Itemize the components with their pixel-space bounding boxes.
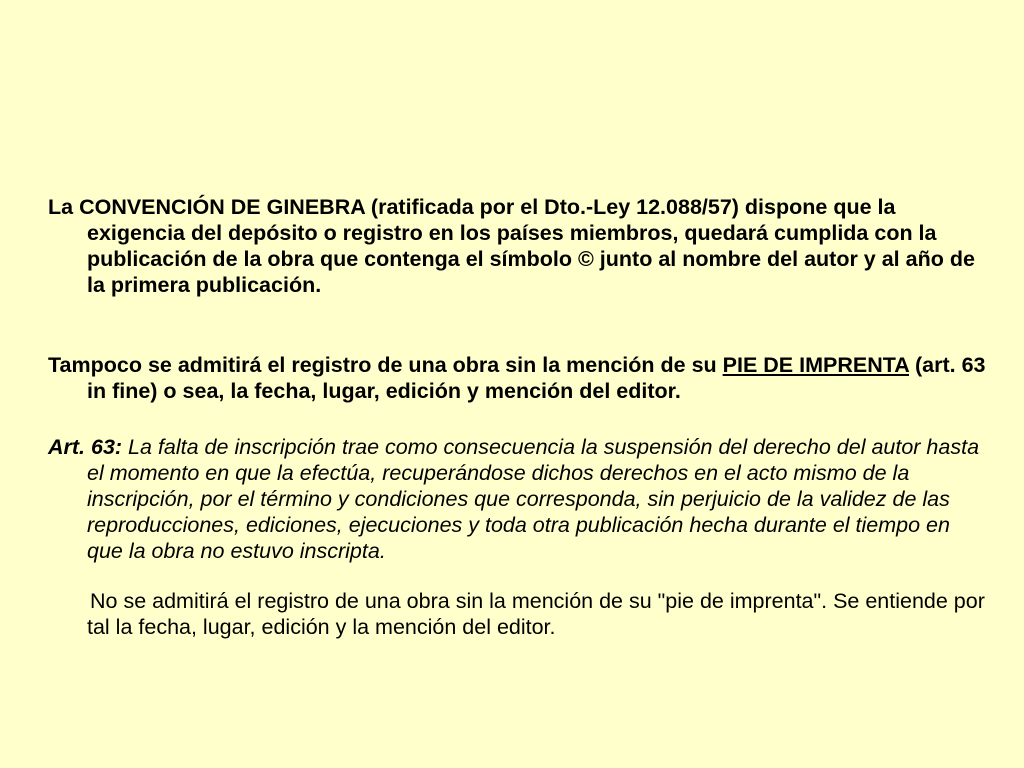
- paragraph-text-before: Tampoco se admitirá el registro de una obra sin la mención de su: [48, 353, 723, 377]
- paragraph-art-63: [48, 434, 987, 564]
- paragraph-text: No se admitirá el registro de una obra sin la mención de su "pie de imprenta". Se entiende por tal la fecha, lugar, edición y la mención del editor.: [87, 589, 985, 639]
- paragraph-text-after: (art. 63 in fine) o sea, la fecha, lugar, edición y mención del editor.: [87, 353, 986, 403]
- paragraph-convencion-ginebra: [48, 194, 987, 298]
- article-text: La falta de inscripción trae como consecuencia la suspensión del derecho del autor hasta el momento en que la efectúa, recuperándose dichos derechos en el acto mismo de la inscripción, por el término y condiciones que corresponda, sin perjuicio de la validez de las reproducciones, ediciones, ejecuciones y toda otra publicación hecha durante el tiempo en que la obra no estuvo inscripta.: [87, 435, 980, 563]
- pie-de-imprenta-underlined: PIE DE IMPRENTA: [722, 353, 909, 377]
- article-label: Art. 63:: [48, 435, 123, 459]
- paragraph-text: La CONVENCIÓN DE GINEBRA (ratificada por el Dto.-Ley 12.088/57) dispone que la exigencia del depósito o registro en los países miembros, quedará cumplida con la publicación de la obra que contenga el símbolo © junto al nombre del autor y al año de la primera publicación.: [48, 195, 975, 297]
- paragraph-registro: [48, 588, 987, 640]
- paragraph-pie-de-imprenta: [48, 352, 987, 404]
